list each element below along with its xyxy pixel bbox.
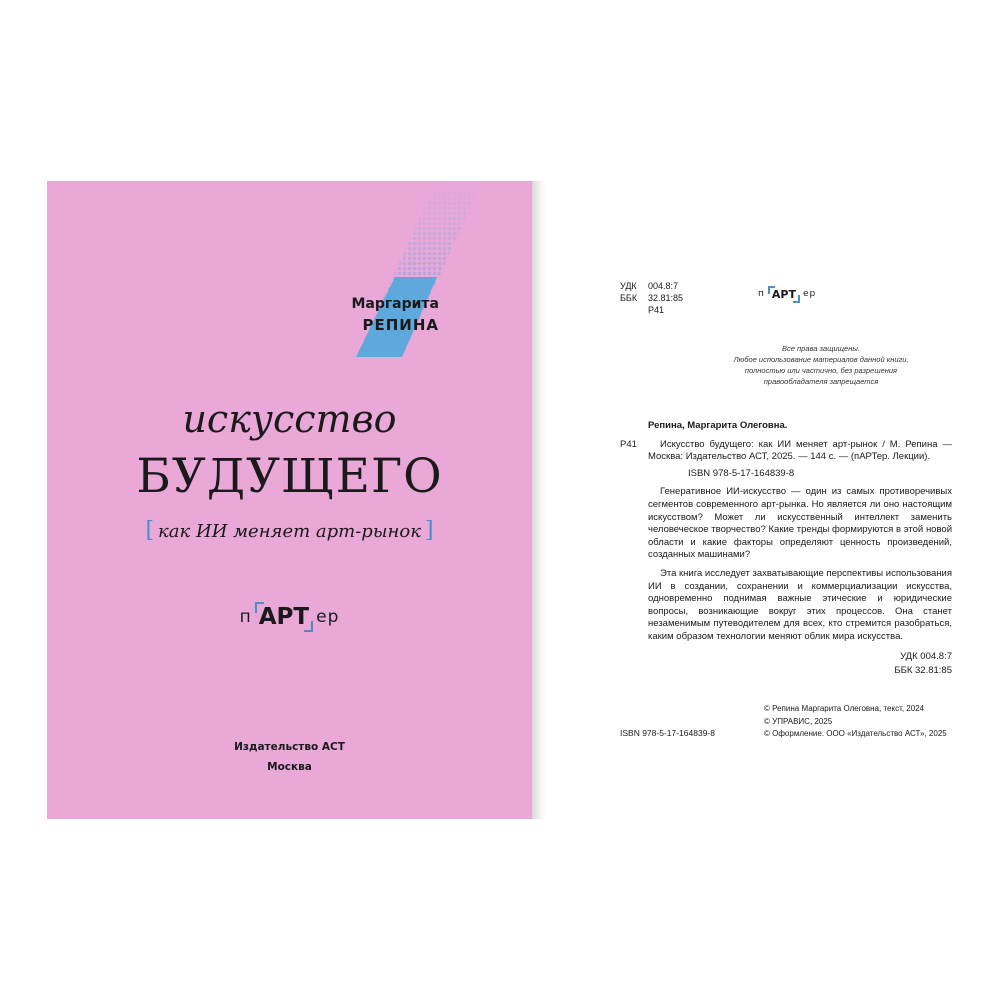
logo-bracket-icon bbox=[793, 295, 800, 303]
annotation-paragraph: Эта книга исследует захватывающие перспективы использования ИИ в создании, сохранении и коммерциализации искусства, одновременно поднимая важные этические и юридические вопросы, возникающие вокруг этих процессов. Она станет незаменимым путеводителем для всех, кто стремится разобраться, каким образом технологии меняют облик мира искусства. bbox=[648, 567, 952, 642]
classification-codes bbox=[620, 280, 683, 316]
copyright-line: © Репина Маргарита Олеговна, текст, 2024 bbox=[764, 704, 925, 713]
subtitle-close-bracket: ] bbox=[424, 518, 434, 543]
author-last-name: РЕПИНА bbox=[362, 316, 439, 334]
logo-left: п bbox=[239, 607, 252, 627]
catalog-description: Искусство будущего: как ИИ меняет арт-рынок / М. Репина — Москва: Издательство АСТ, 2025. — 144 с. — (пАРТер. Лекции). bbox=[648, 438, 952, 463]
logo-right: ер bbox=[316, 607, 340, 627]
logo-bracket-icon bbox=[768, 286, 775, 294]
book-cover bbox=[47, 181, 532, 819]
publisher-name: Издательство АСТ bbox=[234, 741, 345, 753]
footer-isbn: ISBN 978-5-17-164839-8 bbox=[620, 728, 715, 738]
logo-bracket-icon bbox=[304, 621, 313, 632]
bbk-line: ББК 32.81:85 bbox=[894, 664, 952, 676]
publisher-block bbox=[47, 737, 532, 777]
subtitle-text: как ИИ меняет арт-рынок bbox=[158, 521, 421, 542]
author-mark: Р41 bbox=[648, 305, 665, 315]
annotation bbox=[648, 486, 952, 643]
copyright-block bbox=[764, 703, 947, 741]
title-main: БУДУЩЕГО bbox=[136, 449, 443, 504]
spine-shadow bbox=[532, 181, 546, 819]
bbk-code: ББК 32.81:85 bbox=[620, 293, 684, 303]
publisher-city: Москва bbox=[267, 761, 312, 773]
author-name bbox=[351, 294, 439, 336]
catalog-codes bbox=[648, 650, 952, 678]
parter-logo-small bbox=[758, 284, 816, 304]
logo-middle bbox=[255, 604, 313, 630]
imprint-page bbox=[546, 181, 966, 819]
catalog-isbn: ISBN 978-5-17-164839-8 bbox=[688, 467, 795, 479]
logo-right: ер bbox=[802, 289, 817, 299]
copyright-line: © Оформление. ООО «Издательство АСТ», 2025 bbox=[764, 729, 947, 738]
catalog-body bbox=[620, 439, 952, 678]
logo-middle-text: АРТ bbox=[258, 604, 310, 630]
copyright-line: © УПРАВИС, 2025 bbox=[764, 716, 833, 726]
catalog-author: Репина, Маргарита Олеговна. bbox=[648, 420, 788, 431]
rights-notice: Все права защищены. Любое использование материалов данной книги, полностью или частично, без разрешения правообладателя запрещается bbox=[733, 344, 909, 386]
logo-middle-text: АРТ bbox=[771, 287, 796, 301]
subtitle-open-bracket: [ bbox=[145, 518, 155, 543]
halftone-stripe-graphic bbox=[47, 181, 532, 381]
parter-logo bbox=[47, 597, 532, 637]
logo-left: п bbox=[758, 289, 765, 299]
subtitle bbox=[47, 518, 532, 545]
annotation-paragraph: Генеративное ИИ-искусство — один из самых противоречивых сегментов современного арт-рынка. Но является ли оно настоящим искусством? Может ли искусственный интеллект заменить человеческое творчество? Какие тренды формируются в этой новой области и какие факторы определяют ценность произведений, созданных машинами? bbox=[648, 486, 952, 561]
title-italic: искусство bbox=[182, 397, 397, 441]
catalog-record bbox=[620, 420, 952, 678]
author-first-name: Маргарита bbox=[351, 296, 439, 312]
udk-code: УДК 004.8:7 bbox=[620, 281, 679, 291]
udk-line: УДК 004.8:7 bbox=[900, 650, 952, 662]
catalog-mark: Р41 bbox=[620, 439, 637, 450]
logo-bracket-icon bbox=[255, 602, 264, 613]
logo-middle bbox=[768, 288, 800, 301]
